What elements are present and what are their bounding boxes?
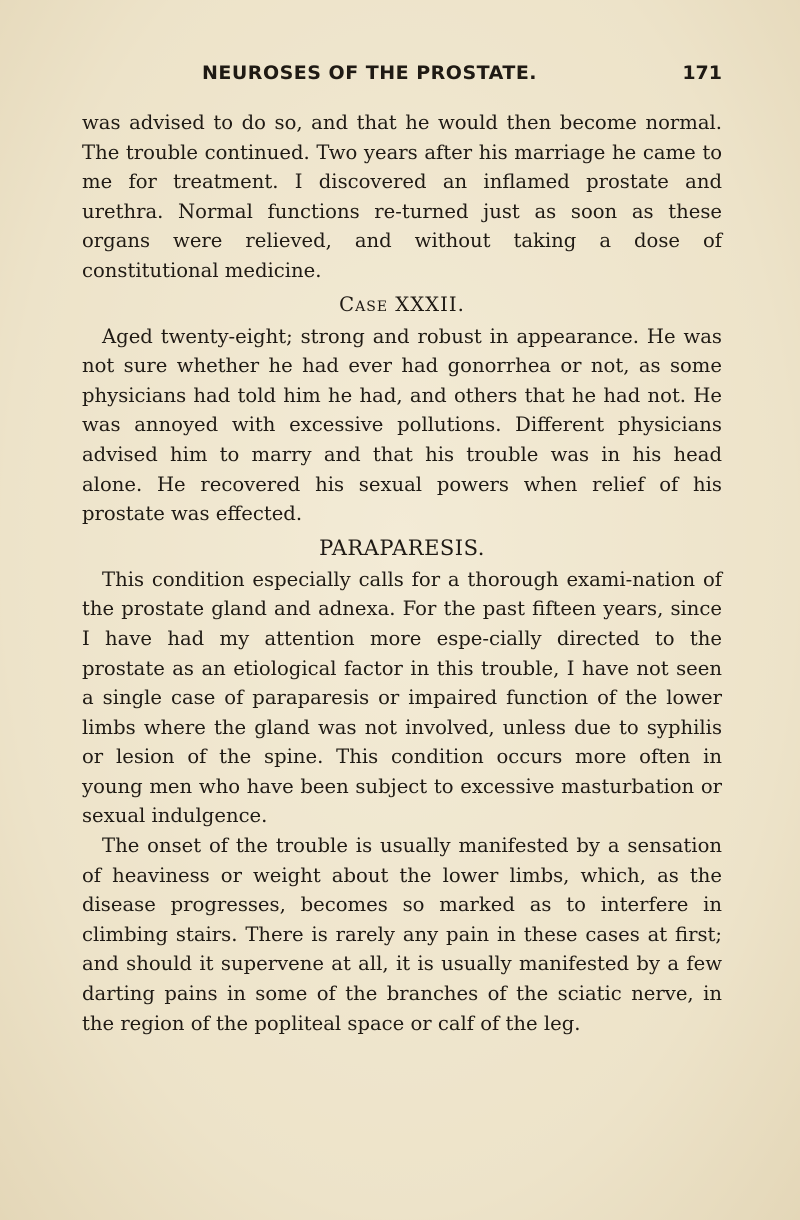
paragraph-paraparesis-onset: The onset of the trouble is usually manifested by a sensation of heaviness or weight about the lower limbs, which, as the disease progresses, becomes so marked as to interfere in climbing stairs. There is rarely any pain in these cases at first; and should it supervene at all, it is usually manifested by a few darting pains in some of the branches of the sciatic nerve, in the region of the popliteal space or calf of the leg. <box>82 834 722 1035</box>
page-number: 171 <box>682 62 722 84</box>
paragraph-case-description: Aged twenty-eight; strong and robust in appearance. He was not sure whether he had ever had gonorrhea or not, as some physicians had told him he had, and others that he had not. He was annoyed with excessive pollutions. Different physicians advised him to marry and that his trouble was in his head alone. He recovered his sexual powers when relief of his prostate was effected. <box>82 324 722 526</box>
main-text <box>82 108 722 1038</box>
paragraph-continued: was advised to do so, and that he would then become normal. The trouble continued. Two years after his marriage he came to me for treatment. I discovered an inflamed prostate and urethra. Normal functions re-turned just as soon as these organs were relieved, and without taking a dose of constitutional medicine. <box>82 111 722 282</box>
running-head-title: NEUROSES OF THE PROSTATE. <box>202 62 538 84</box>
paragraph-paraparesis-intro: This condition especially calls for a thorough exami-nation of the prostate gland and adnexa. For the past fifteen years, since I have had my attention more espe-cially directed to the prostate as an etiological factor in this trouble, I have not seen a single case of paraparesis or impaired function of the lower limbs where the gland was not involved, unless due to syphilis or lesion of the spine. This condition occurs more often in young men who have been subject to excessive masturbation or sexual indulgence. <box>82 567 722 828</box>
running-head <box>82 62 722 90</box>
section-heading: PARAPARESIS. <box>319 535 485 560</box>
case-heading: Case XXXII. <box>339 292 465 316</box>
